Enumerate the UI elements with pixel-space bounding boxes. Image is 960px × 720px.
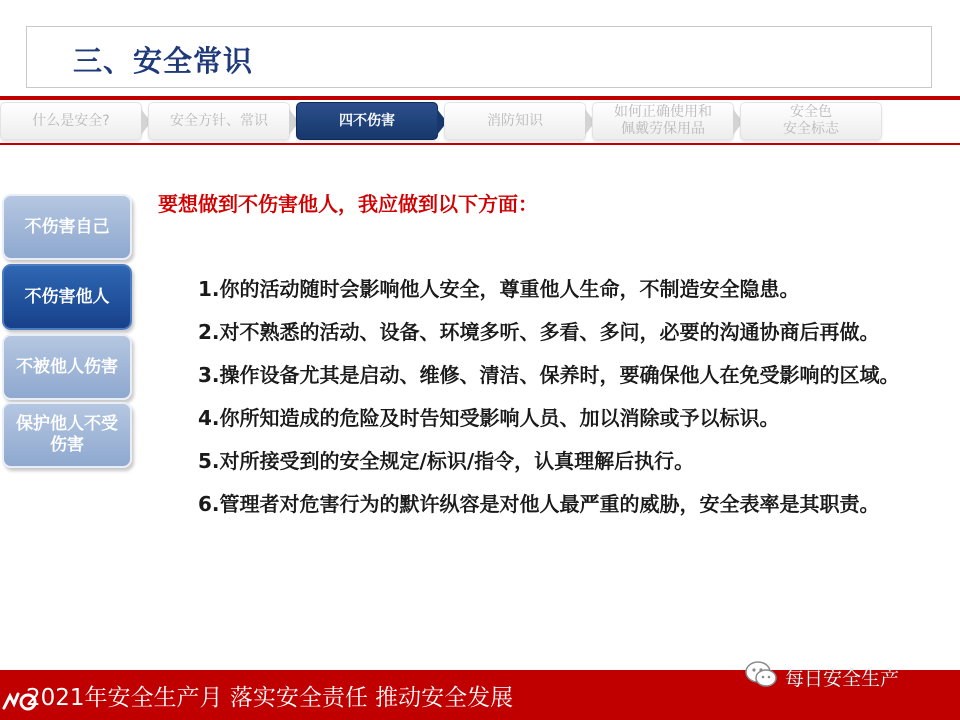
wechat-icon (744, 660, 778, 690)
sidebar-item-not-harm-others[interactable] (2, 264, 132, 330)
list-item: 3.操作设备尤其是启动、维修、清洁、保养时，要确保他人在免受影响的区域。 (198, 363, 900, 387)
sidebar-item-label: 不伤害自己 (24, 216, 110, 237)
tab-ppe-usage[interactable] (592, 102, 734, 140)
sidebar-item-label: 保护他人不受 伤害 (16, 414, 118, 455)
content-heading: 要想做到不伤害他人，我应做到以下方面： (158, 192, 538, 216)
tab-safety-policy[interactable] (148, 102, 290, 140)
tab-label: 什么是安全? (32, 112, 110, 129)
watermark-text: 每日安全生产 (785, 668, 900, 690)
list-item: 5.对所接受到的安全规定/标识/指令，认真理解后执行。 (198, 449, 695, 473)
tab-label: 如何正确使用和 佩戴劳保用品 (614, 104, 712, 137)
tab-what-is-safety[interactable] (0, 102, 142, 140)
sidebar-item-not-harm-self[interactable] (2, 194, 132, 260)
sidebar-item-label: 不伤害他人 (24, 286, 110, 307)
tab-safety-colors-signs[interactable] (740, 102, 882, 140)
tab-fire-safety[interactable] (444, 102, 586, 140)
brand-logo-icon (0, 688, 40, 716)
tab-label: 安全方针、常识 (170, 112, 268, 129)
list-item: 4.你所知造成的危险及时告知受影响人员、加以消除或予以标识。 (198, 406, 780, 430)
list-item: 1.你的活动随时会影响他人安全，尊重他人生命，不制造安全隐患。 (198, 277, 800, 301)
sidebar-item-label: 不被他人伤害 (16, 356, 118, 377)
list-item: 2.对不熟悉的活动、设备、环境多听、多看、多问，必要的沟通协商后再做。 (198, 320, 880, 344)
tab-divider (0, 143, 960, 145)
content-list (150, 268, 934, 526)
tab-label: 安全色 安全标志 (783, 104, 839, 137)
tab-label: 消防知识 (487, 112, 543, 129)
sidebar-item-not-harmed-by-others[interactable] (2, 334, 132, 400)
tab-label: 四不伤害 (339, 112, 395, 129)
tab-bar (0, 100, 960, 144)
list-item: 6.管理者对危害行为的默许纵容是对他人最严重的威胁，安全表率是其职责。 (198, 492, 880, 516)
sidebar-item-protect-others[interactable] (2, 402, 132, 468)
tab-four-no-harm[interactable] (296, 102, 438, 140)
page-title: 三、安全常识 (73, 44, 254, 78)
footer-slogan: 2021年安全生产月 落实安全责任 推动安全发展 (26, 685, 514, 711)
title-box (26, 26, 932, 88)
